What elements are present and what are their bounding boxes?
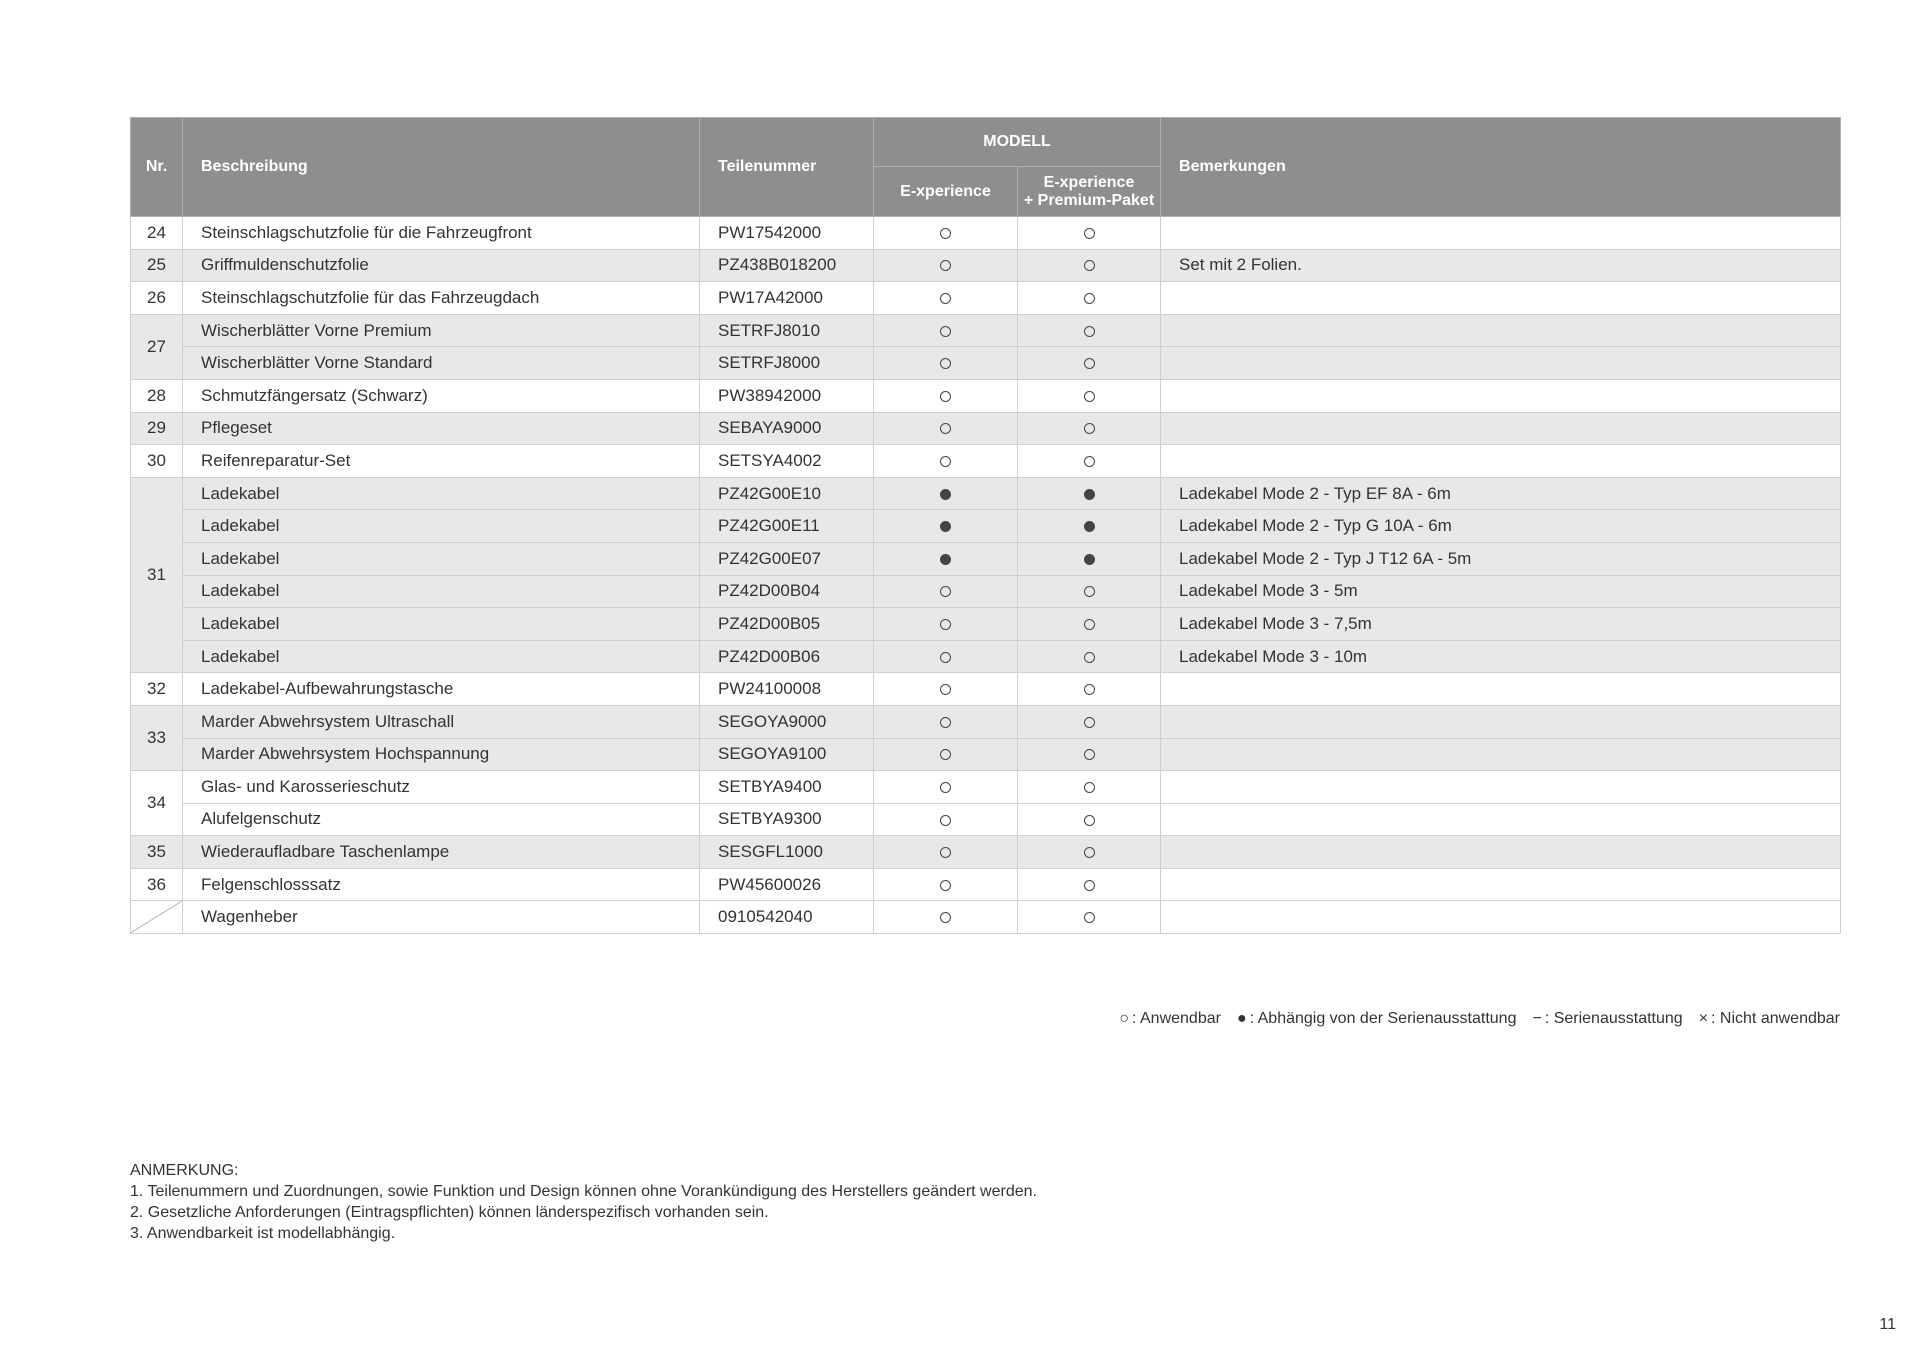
filled-circle-icon [1084, 489, 1095, 500]
row-remark: Set mit 2 Folien. [1161, 249, 1841, 282]
table-row [131, 738, 1841, 771]
row-nr: 35 [131, 836, 183, 869]
row-model2 [1018, 282, 1161, 315]
row-model2 [1018, 347, 1161, 380]
open-circle-icon [940, 358, 951, 369]
row-description: Steinschlagschutzfolie für die Fahrzeugfront [183, 217, 700, 250]
row-remark [1161, 803, 1841, 836]
row-remark: Ladekabel Mode 3 - 7,5m [1161, 608, 1841, 641]
open-circle-icon [1084, 260, 1095, 271]
row-nr: 33 [131, 705, 183, 770]
open-circle-icon [940, 391, 951, 402]
open-circle-icon [1084, 358, 1095, 369]
row-model1 [874, 640, 1018, 673]
diagonal-line-icon [131, 901, 182, 933]
row-remark [1161, 412, 1841, 445]
row-description: Ladekabel [183, 575, 700, 608]
row-part-number: PZ42G00E10 [700, 477, 874, 510]
row-part-number: PZ42D00B05 [700, 608, 874, 641]
open-circle-icon [1084, 684, 1095, 695]
row-part-number: SETRFJ8010 [700, 314, 874, 347]
row-nr: 36 [131, 868, 183, 901]
legend-not-applicable [1699, 1010, 1840, 1028]
row-nr: 30 [131, 445, 183, 478]
row-remark [1161, 738, 1841, 771]
row-nr: 28 [131, 379, 183, 412]
row-description: Reifenreparatur-Set [183, 445, 700, 478]
header-model2-line2: + Premium-Paket [1023, 191, 1155, 209]
row-remark [1161, 379, 1841, 412]
filled-circle-icon: ● [1236, 1010, 1247, 1027]
row-model2 [1018, 868, 1161, 901]
row-description: Ladekabel-Aufbewahrungstasche [183, 673, 700, 706]
row-remark [1161, 347, 1841, 380]
row-part-number: PW45600026 [700, 868, 874, 901]
table-row [131, 249, 1841, 282]
row-model2 [1018, 771, 1161, 804]
row-description: Ladekabel [183, 542, 700, 575]
row-description: Ladekabel [183, 477, 700, 510]
note-line-3: 3. Anwendbarkeit ist modellabhängig. [130, 1225, 396, 1242]
table-row [131, 608, 1841, 641]
open-circle-icon [940, 652, 951, 663]
row-model2 [1018, 249, 1161, 282]
row-nr: 29 [131, 412, 183, 445]
open-circle-icon [940, 260, 951, 271]
row-part-number: SEGOYA9000 [700, 705, 874, 738]
open-circle-icon [940, 456, 951, 467]
row-model1 [874, 282, 1018, 315]
row-model1 [874, 608, 1018, 641]
row-model2 [1018, 445, 1161, 478]
row-description: Wiederaufladbare Taschenlampe [183, 836, 700, 869]
row-model1 [874, 510, 1018, 543]
row-nr: 27 [131, 314, 183, 379]
row-model1 [874, 901, 1018, 934]
table-row [131, 640, 1841, 673]
filled-circle-icon [940, 489, 951, 500]
open-circle-icon [1084, 456, 1095, 467]
row-model1 [874, 803, 1018, 836]
row-model1 [874, 249, 1018, 282]
row-description: Pflegeset [183, 412, 700, 445]
open-circle-icon [940, 326, 951, 337]
row-part-number: SEGOYA9100 [700, 738, 874, 771]
row-part-number: SETSYA4002 [700, 445, 874, 478]
row-remark: Ladekabel Mode 2 - Typ J T12 6A - 5m [1161, 542, 1841, 575]
row-description: Wischerblätter Vorne Standard [183, 347, 700, 380]
row-nr: 34 [131, 771, 183, 836]
row-remark [1161, 836, 1841, 869]
row-part-number: SETBYA9400 [700, 771, 874, 804]
row-model2 [1018, 314, 1161, 347]
row-model1 [874, 836, 1018, 869]
row-part-number: 0910542040 [700, 901, 874, 934]
row-remark [1161, 282, 1841, 315]
row-nr: 24 [131, 217, 183, 250]
row-model2 [1018, 803, 1161, 836]
row-description: Felgenschlosssatz [183, 868, 700, 901]
row-model1 [874, 445, 1018, 478]
row-part-number: PZ438B018200 [700, 249, 874, 282]
header-model2-line1: E-xperience [1043, 173, 1135, 191]
header-teilenummer: Teilenummer [700, 118, 874, 217]
row-part-number: PZ42G00E07 [700, 542, 874, 575]
table-row [131, 575, 1841, 608]
row-description: Marder Abwehrsystem Hochspannung [183, 738, 700, 771]
table-row [131, 901, 1841, 934]
row-model1 [874, 575, 1018, 608]
legend-applicable [1119, 1010, 1221, 1028]
open-circle-icon [940, 586, 951, 597]
row-remark: Ladekabel Mode 2 - Typ EF 8A - 6m [1161, 477, 1841, 510]
table-row [131, 803, 1841, 836]
table-body [131, 217, 1841, 934]
open-circle-icon [1084, 912, 1095, 923]
row-remark: Ladekabel Mode 3 - 10m [1161, 640, 1841, 673]
open-circle-icon [940, 749, 951, 760]
row-part-number: PW24100008 [700, 673, 874, 706]
row-remark [1161, 868, 1841, 901]
cross-icon: × [1698, 1010, 1709, 1027]
open-circle-icon [1084, 782, 1095, 793]
row-model1 [874, 705, 1018, 738]
row-model2 [1018, 640, 1161, 673]
row-model2 [1018, 901, 1161, 934]
note-line-1: 1. Teilenummern und Zuordnungen, sowie Funktion und Design können ohne Vorankündigung des Herstellers geändert werden. [130, 1183, 1037, 1200]
row-model2 [1018, 412, 1161, 445]
open-circle-icon [1084, 293, 1095, 304]
open-circle-icon [940, 717, 951, 728]
table-row [131, 542, 1841, 575]
filled-circle-icon [1084, 521, 1095, 532]
row-model1 [874, 314, 1018, 347]
open-circle-icon [1084, 749, 1095, 760]
row-nr: 32 [131, 673, 183, 706]
table-row [131, 705, 1841, 738]
header-bemerkungen: Bemerkungen [1161, 118, 1841, 217]
row-description: Steinschlagschutzfolie für das Fahrzeugdach [183, 282, 700, 315]
row-remark [1161, 673, 1841, 706]
row-description: Ladekabel [183, 608, 700, 641]
open-circle-icon [940, 684, 951, 695]
legend-dependent [1237, 1010, 1517, 1028]
row-remark [1161, 445, 1841, 478]
open-circle-icon [1084, 880, 1095, 891]
row-part-number: PZ42D00B06 [700, 640, 874, 673]
row-description: Glas- und Karosserieschutz [183, 771, 700, 804]
open-circle-icon [1084, 652, 1095, 663]
legend [1119, 1010, 1840, 1028]
dash-icon: − [1532, 1010, 1542, 1027]
open-circle-icon [940, 228, 951, 239]
notes [130, 1160, 1037, 1244]
table-row [131, 771, 1841, 804]
row-part-number: PZ42G00E11 [700, 510, 874, 543]
table-row [131, 412, 1841, 445]
row-remark [1161, 771, 1841, 804]
row-remark [1161, 314, 1841, 347]
row-remark [1161, 217, 1841, 250]
open-circle-icon [940, 423, 951, 434]
table-row [131, 836, 1841, 869]
row-part-number: SETRFJ8000 [700, 347, 874, 380]
row-description: Griffmuldenschutzfolie [183, 249, 700, 282]
row-description: Marder Abwehrsystem Ultraschall [183, 705, 700, 738]
open-circle-icon [1084, 326, 1095, 337]
row-model1 [874, 738, 1018, 771]
open-circle-icon [1084, 423, 1095, 434]
table-row [131, 314, 1841, 347]
open-circle-icon [1084, 391, 1095, 402]
row-model2 [1018, 836, 1161, 869]
open-circle-icon [1084, 847, 1095, 858]
row-model2 [1018, 673, 1161, 706]
filled-circle-icon [940, 554, 951, 565]
row-remark [1161, 901, 1841, 934]
row-part-number: PZ42D00B04 [700, 575, 874, 608]
row-model1 [874, 542, 1018, 575]
legend-standard-label: : Serienausstattung [1544, 1010, 1683, 1027]
row-model2 [1018, 477, 1161, 510]
row-model2 [1018, 542, 1161, 575]
header-modell: MODELL [874, 118, 1161, 167]
open-circle-icon [940, 847, 951, 858]
row-part-number: PW38942000 [700, 379, 874, 412]
legend-not-applicable-label: : Nicht anwendbar [1711, 1010, 1840, 1027]
table-row [131, 868, 1841, 901]
notes-title: ANMERKUNG: [130, 1162, 239, 1179]
open-circle-icon [940, 912, 951, 923]
filled-circle-icon [1084, 554, 1095, 565]
row-remark: Ladekabel Mode 2 - Typ G 10A - 6m [1161, 510, 1841, 543]
open-circle-icon [940, 880, 951, 891]
open-circle-icon [1084, 619, 1095, 630]
accessories-table [130, 117, 1841, 934]
row-part-number: SEBAYA9000 [700, 412, 874, 445]
open-circle-icon [940, 815, 951, 826]
table-row [131, 445, 1841, 478]
row-part-number: SESGFL1000 [700, 836, 874, 869]
row-part-number: PW17542000 [700, 217, 874, 250]
legend-applicable-label: : Anwendbar [1131, 1010, 1221, 1027]
row-model2 [1018, 379, 1161, 412]
legend-standard [1532, 1010, 1682, 1028]
row-nr: 25 [131, 249, 183, 282]
header-beschreibung: Beschreibung [183, 118, 700, 217]
table-row [131, 379, 1841, 412]
row-model2 [1018, 575, 1161, 608]
row-description: Wischerblätter Vorne Premium [183, 314, 700, 347]
row-model1 [874, 379, 1018, 412]
row-model2 [1018, 217, 1161, 250]
open-circle-icon [940, 619, 951, 630]
open-circle-icon [940, 782, 951, 793]
row-description: Schmutzfängersatz (Schwarz) [183, 379, 700, 412]
row-description: Ladekabel [183, 510, 700, 543]
row-nr: 31 [131, 477, 183, 673]
row-part-number: SETBYA9300 [700, 803, 874, 836]
table-row [131, 282, 1841, 315]
row-description: Ladekabel [183, 640, 700, 673]
row-model1 [874, 412, 1018, 445]
row-description: Alufelgenschutz [183, 803, 700, 836]
table-row [131, 510, 1841, 543]
table-row [131, 477, 1841, 510]
open-circle-icon [1084, 717, 1095, 728]
header-model-experience: E-xperience [874, 167, 1018, 217]
row-part-number: PW17A42000 [700, 282, 874, 315]
filled-circle-icon [940, 521, 951, 532]
row-model1 [874, 771, 1018, 804]
row-model1 [874, 217, 1018, 250]
row-model1 [874, 477, 1018, 510]
row-model1 [874, 347, 1018, 380]
open-circle-icon: ○ [1119, 1010, 1129, 1027]
row-model2 [1018, 510, 1161, 543]
row-nr: 26 [131, 282, 183, 315]
row-model2 [1018, 608, 1161, 641]
table-row [131, 217, 1841, 250]
row-model2 [1018, 705, 1161, 738]
row-remark: Ladekabel Mode 3 - 5m [1161, 575, 1841, 608]
note-line-2: 2. Gesetzliche Anforderungen (Eintragspflichten) können länderspezifisch vorhanden sein. [130, 1204, 769, 1221]
row-description: Wagenheber [183, 901, 700, 934]
table-row [131, 347, 1841, 380]
row-nr [131, 901, 183, 934]
header-model-experience-premium [1018, 167, 1161, 217]
open-circle-icon [1084, 815, 1095, 826]
legend-dependent-label: : Abhängig von der Serienausstattung [1249, 1010, 1517, 1027]
row-model2 [1018, 738, 1161, 771]
table-row [131, 673, 1841, 706]
open-circle-icon [1084, 228, 1095, 239]
header-nr: Nr. [131, 118, 183, 217]
open-circle-icon [1084, 586, 1095, 597]
page-number: 11 [1879, 1316, 1896, 1333]
row-model1 [874, 673, 1018, 706]
row-model1 [874, 868, 1018, 901]
row-remark [1161, 705, 1841, 738]
open-circle-icon [940, 293, 951, 304]
